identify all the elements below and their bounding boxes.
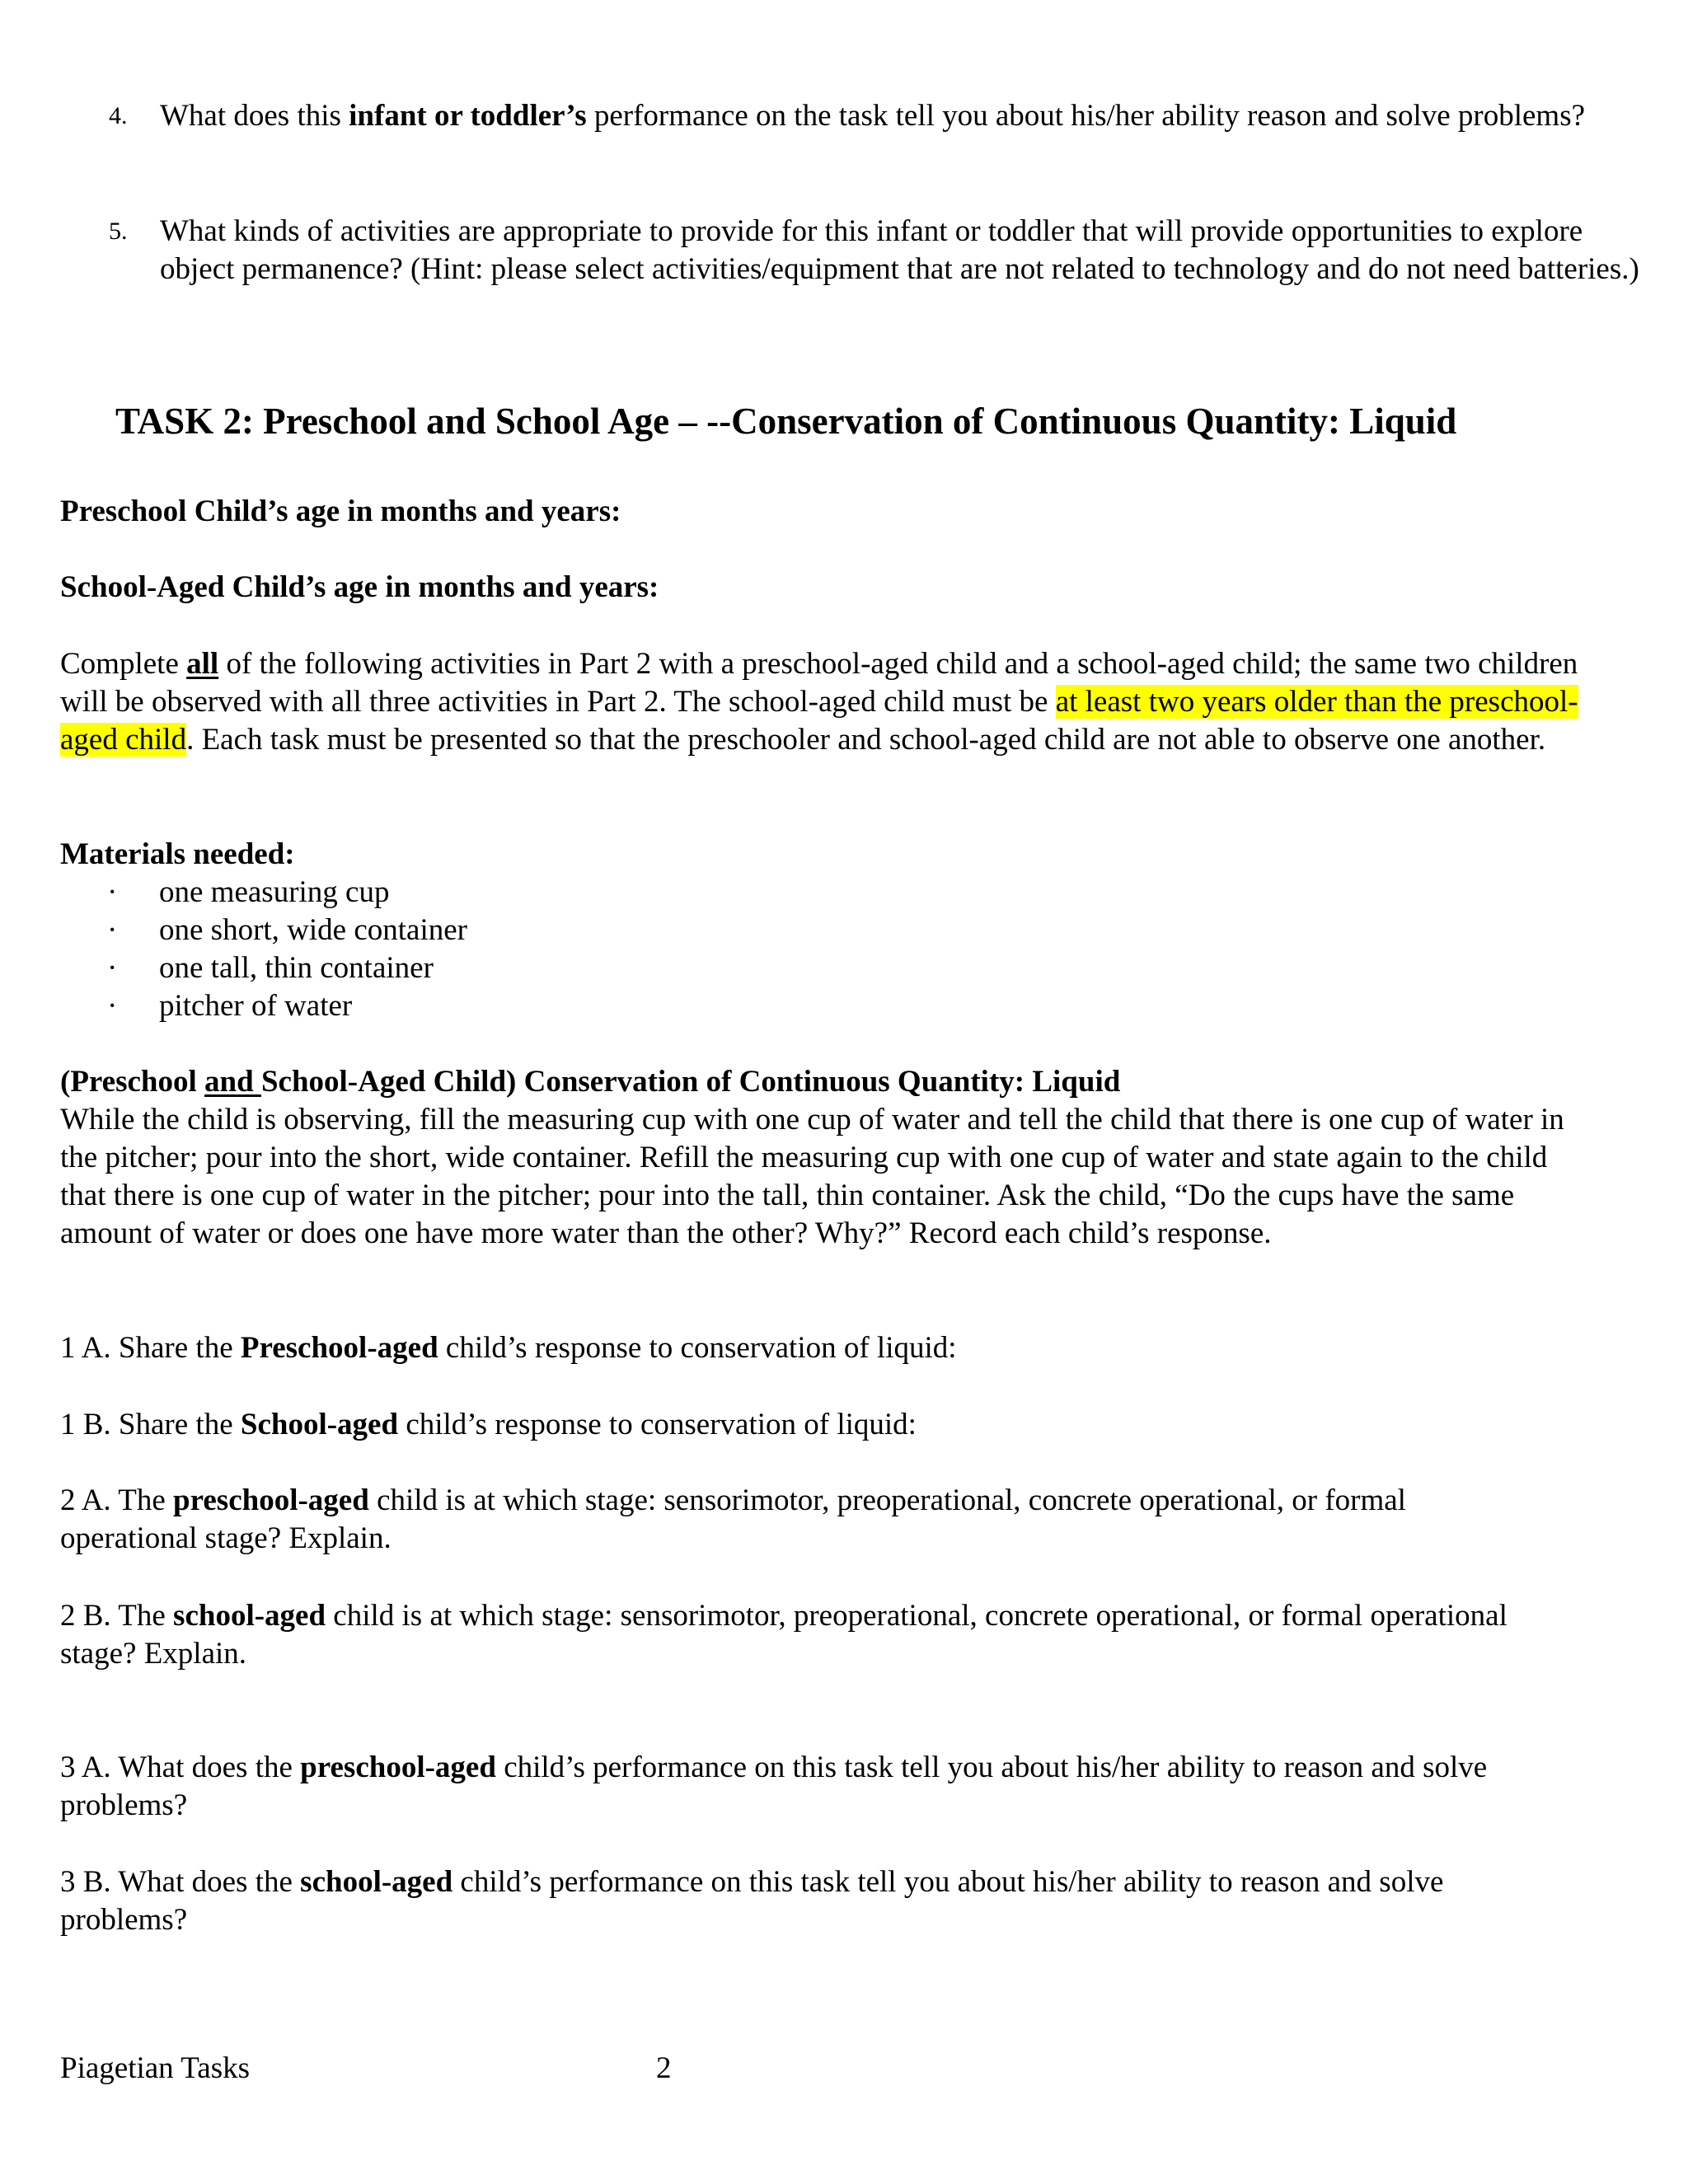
school-age-label: School-Aged Child’s age in months and years: [60,570,659,604]
question-4-number: 4. [109,102,128,129]
question-3b: 3 B. What does the school-aged child’s performance on this task tell you about his/her ability to reason and solve problems? [60,1865,1444,1937]
question-1a: 1 A. Share the Preschool-aged child’s response to conservation of liquid: [60,1331,957,1365]
question-5-number: 5. [109,218,128,245]
bullet-icon: · [107,989,118,1023]
bullet-icon: · [107,875,118,909]
bullet-icon: · [107,913,118,947]
highlighted-requirement: at least two years older than the preschool-aged child [60,685,1578,757]
task-2-heading: TASK 2: Preschool and School Age – --Conservation of Continuous Quantity: Liquid [115,401,1457,442]
question-4-emphasis: infant or toddler’s [349,99,587,133]
materials-heading: Materials needed: [60,837,295,871]
activity-instructions: While the child is observing, fill the measuring cup with one cup of water and tell the child that there is one cup of water in the pitcher; pour into the short, wide container. Refill the measuring cup with one cup of water and state again to the child that there is one cup of water in the pitcher; pour into the tall, thin container. Ask the child, “Do the cups have the same amount of water or does one have more water than the other? Why?” Record each child’s response. [60,1103,1564,1250]
question-2b: 2 B. The school-aged child is at which stage: sensorimotor, preoperational, concrete operational, or formal operational stage? Explain. [60,1599,1507,1671]
bullet-icon: · [107,951,118,985]
instructions-paragraph: Complete all of the following activities in Part 2 with a preschool-aged child and a school-aged child; the same two children will be observed with all three activities in Part 2. The school-aged child must be at least two years older than the preschool-aged child. Each task must be presented so that the preschooler and school-aged child are not able to observe one another. [60,647,1578,757]
question-2a: 2 A. The preschool-aged child is at which stage: sensorimotor, preoperational, concrete operational, or formal operational stage? Explain. [60,1483,1406,1555]
activity-heading: (Preschool and School-Aged Child) Conservation of Continuous Quantity: Liquid [60,1065,1121,1099]
question-4-text: What does this infant or toddler’s performance on the task tell you about his/her ability reason and solve problems? [160,99,1586,133]
page-number: 2 [656,2051,672,2085]
question-1b: 1 B. Share the School-aged child’s response to conservation of liquid: [60,1408,917,1441]
footer-title: Piagetian Tasks [60,2051,251,2085]
preschool-age-label: Preschool Child’s age in months and years: [60,494,621,528]
emphasis-all: all [186,647,219,681]
question-5-text: What kinds of activities are appropriate to provide for this infant or toddler that will provide opportunities to explore object permanence? (Hint: please select activities/equipment that are not related to technology and do not need batteries.) [160,214,1639,286]
question-3a: 3 A. What does the preschool-aged child’s performance on this task tell you about his/her ability to reason and solve problems? [60,1750,1488,1822]
document-page: 4. What does this infant or toddler’s performance on the task tell you about his/her ability reason and solve problems? 5. What kinds of activities are appropriate to provide for this infant or toddler that will provide opportunities to explore object permanence? (Hint: please select activities/equipment that are not related to technology and do not need batteries.) TASK 2: Preschool and School Age – --Conservation of Continuous Quantity: Liquid Preschool Child’s age in months and years: School-Aged Child’s age in months and years: Complete all of the following activities in Part 2 with a preschool-aged child and a school-aged child; the same two children will be observed with all three activities in Part 2. The school-aged child must be at least two years older than the preschool-aged child. Each task must be presented so that the preschooler and school-aged child are not able to observe one another. Materials needed: · one measuring cup · one short, wide container · one tall, thin container · pitcher of water (Preschool and School-Aged Child) Conservation of Continuous Quantity: Liquid While the child is observing, fill the measuring cup with one cup of water and tell the child that there is one cup of water in the pitcher; pour into the short, wide container. Refill the measuring cup with one cup of water and state again to the child that there is one cup of water in the pitcher; pour into the tall, thin container. Ask the child, “Do the cups have the same amount of water or does one have more water than the other? Why?” Record each child’s response. 1 A. Share the Preschool-aged child’s response to conservation of liquid: 1 B. Share the School-aged child’s response to conservation of liquid: 2 A. The preschool-aged child is at which stage: sensorimotor, preoperational, concrete operational, or formal operational stage? Explain. 2 B. The school-aged child is at which stage: sensorimotor, preoperational, concrete operational, or formal operational stage? Explain. 3 A. What does the preschool-aged child’s performance on this task tell you about his/her ability to reason and solve problems? 3 B. What does the school-aged child’s performance on this task tell you about his/her ability to reason and solve problems? Piagetian Tasks 2 [0,0,1688,2184]
